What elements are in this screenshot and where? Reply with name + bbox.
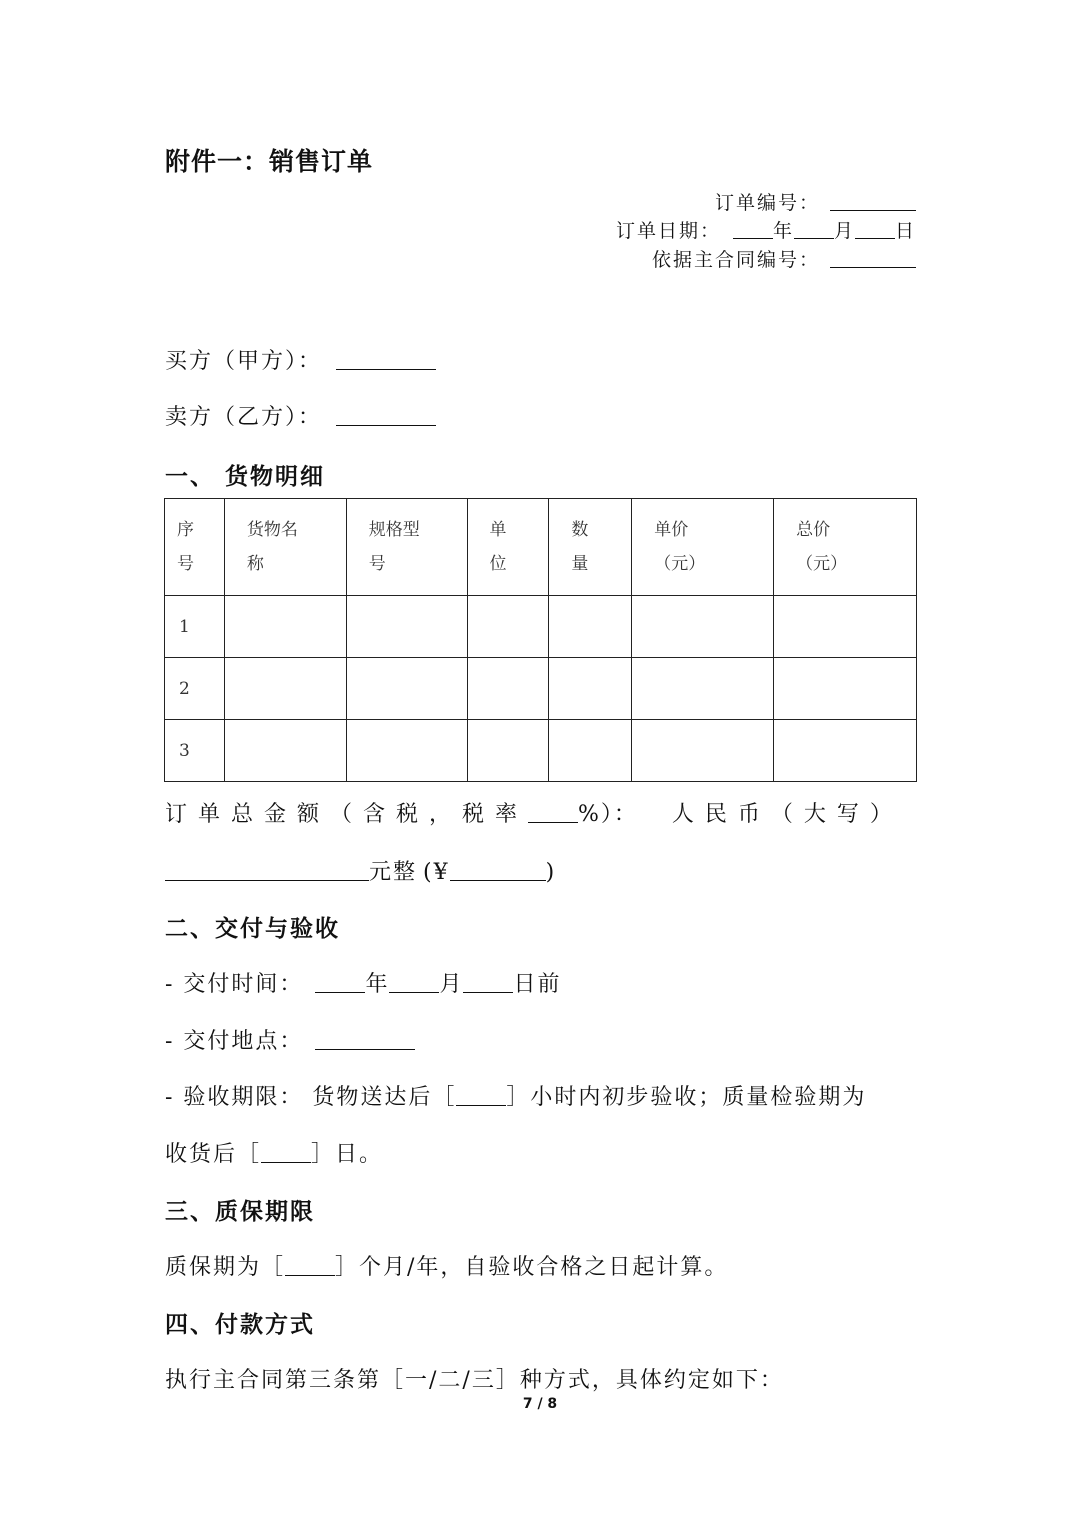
seller-label: 卖方（乙方）： bbox=[165, 405, 323, 430]
table-cell[interactable] bbox=[549, 720, 632, 782]
year-label: 年 bbox=[772, 220, 794, 242]
section-payment-heading: 四、付款方式 bbox=[165, 1312, 315, 1338]
order-number-blank[interactable] bbox=[830, 191, 916, 211]
acceptance-label: - 验收期限： 货物送达后［ bbox=[165, 1085, 457, 1110]
section-goods-heading: 一、 货物明细 bbox=[165, 464, 326, 490]
order-year-blank[interactable] bbox=[733, 219, 773, 239]
table-cell[interactable] bbox=[346, 596, 467, 658]
goods-table bbox=[164, 498, 917, 782]
warranty-period-blank[interactable] bbox=[285, 1253, 335, 1276]
yuan-label: 元整 bbox=[369, 860, 418, 885]
delivery-place-line bbox=[165, 1024, 415, 1055]
year-label: 年 bbox=[365, 972, 390, 997]
order-date-label: 订单日期： bbox=[615, 220, 721, 242]
delivery-time-label: - 交付时间： bbox=[165, 972, 304, 997]
yen-close: ) bbox=[545, 860, 557, 885]
table-cell-seq: 1 bbox=[165, 596, 225, 658]
section-delivery-heading: 二、交付与验收 bbox=[165, 916, 340, 942]
col-header-qty: 数 量 bbox=[549, 499, 632, 596]
page-title: 附件一：销售订单 bbox=[165, 147, 374, 176]
warranty-text-2: ］个月/年，自验收合格之日起计算。 bbox=[335, 1255, 729, 1280]
acceptance-text-2: 收货后［ bbox=[165, 1142, 262, 1167]
table-cell[interactable] bbox=[467, 658, 549, 720]
delivery-time-line bbox=[165, 967, 561, 998]
table-cell[interactable] bbox=[467, 720, 549, 782]
delivery-month-blank[interactable] bbox=[389, 970, 439, 993]
acceptance-text: ］小时内初步验收；质量检验期为 bbox=[506, 1085, 867, 1110]
acceptance-text-3: ］日。 bbox=[311, 1142, 384, 1167]
order-day-blank[interactable] bbox=[855, 219, 895, 239]
col-header-name: 货物名 称 bbox=[224, 499, 346, 596]
section-warranty-heading: 三、质保期限 bbox=[165, 1199, 315, 1225]
total-amount-line-2 bbox=[165, 855, 556, 886]
seller-blank[interactable] bbox=[336, 403, 436, 426]
order-month-blank[interactable] bbox=[794, 219, 834, 239]
table-cell[interactable] bbox=[346, 720, 467, 782]
table-cell[interactable] bbox=[774, 658, 917, 720]
buyer-label: 买方（甲方）： bbox=[165, 349, 323, 374]
col-header-spec: 规格型 号 bbox=[346, 499, 467, 596]
buyer-blank[interactable] bbox=[336, 347, 436, 370]
month-label: 月 bbox=[833, 220, 855, 242]
order-number-label: 订单编号： bbox=[714, 192, 820, 214]
table-cell[interactable] bbox=[346, 658, 467, 720]
warranty-text: 质保期为［ bbox=[165, 1255, 286, 1280]
delivery-place-label: - 交付地点： bbox=[165, 1029, 304, 1054]
inspection-days-blank[interactable] bbox=[261, 1140, 311, 1163]
order-date-line bbox=[616, 216, 916, 243]
payment-line: 执行主合同第三条第［一/二/三］种方式，具体约定如下： bbox=[165, 1368, 784, 1393]
contract-number-line bbox=[652, 245, 916, 272]
col-header-seq: 序 号 bbox=[165, 499, 225, 596]
warranty-line bbox=[165, 1250, 728, 1281]
table-header-row bbox=[165, 499, 917, 596]
table-cell[interactable] bbox=[632, 658, 774, 720]
acceptance-line-2 bbox=[165, 1137, 383, 1168]
col-header-total-price: 总价 （元） bbox=[774, 499, 917, 596]
order-number-line bbox=[715, 188, 916, 215]
total-label: 订单总金额（含税，税率 bbox=[165, 802, 529, 827]
col-header-unit-price: 单价 （元） bbox=[632, 499, 774, 596]
contract-number-blank[interactable] bbox=[830, 248, 916, 268]
contract-number-label: 依据主合同编号： bbox=[651, 249, 820, 271]
day-label: 日 bbox=[894, 220, 916, 242]
delivery-place-blank[interactable] bbox=[315, 1027, 415, 1050]
total-amount-line bbox=[165, 797, 903, 828]
table-cell[interactable] bbox=[632, 720, 774, 782]
yen-open: (¥ bbox=[423, 860, 450, 885]
delivery-year-blank[interactable] bbox=[315, 970, 365, 993]
tax-rate-blank[interactable] bbox=[528, 800, 578, 823]
before-label: 日前 bbox=[513, 972, 562, 997]
col-header-unit: 单 位 bbox=[467, 499, 549, 596]
month-label: 月 bbox=[439, 972, 464, 997]
table-cell[interactable] bbox=[774, 596, 917, 658]
percent-label: %）： bbox=[578, 802, 638, 827]
table-cell[interactable] bbox=[549, 596, 632, 658]
page-number: 7 / 8 bbox=[522, 1396, 558, 1412]
rmb-capital-label: 人民币（大写） bbox=[671, 802, 903, 827]
table-cell[interactable] bbox=[224, 658, 346, 720]
acceptance-line-1 bbox=[165, 1080, 866, 1111]
table-cell-seq: 2 bbox=[165, 658, 225, 720]
table-cell[interactable] bbox=[224, 720, 346, 782]
table-cell[interactable] bbox=[549, 658, 632, 720]
buyer-line bbox=[165, 344, 436, 375]
table-cell[interactable] bbox=[467, 596, 549, 658]
amount-capital-blank[interactable] bbox=[165, 858, 369, 881]
table-cell[interactable] bbox=[632, 596, 774, 658]
delivery-day-blank[interactable] bbox=[463, 970, 513, 993]
table-cell[interactable] bbox=[774, 720, 917, 782]
amount-number-blank[interactable] bbox=[450, 858, 546, 881]
table-row bbox=[165, 720, 917, 782]
table-cell-seq: 3 bbox=[165, 720, 225, 782]
table-cell[interactable] bbox=[224, 596, 346, 658]
table-row bbox=[165, 658, 917, 720]
acceptance-hours-blank[interactable] bbox=[456, 1083, 506, 1106]
table-row bbox=[165, 596, 917, 658]
seller-line bbox=[165, 400, 436, 431]
